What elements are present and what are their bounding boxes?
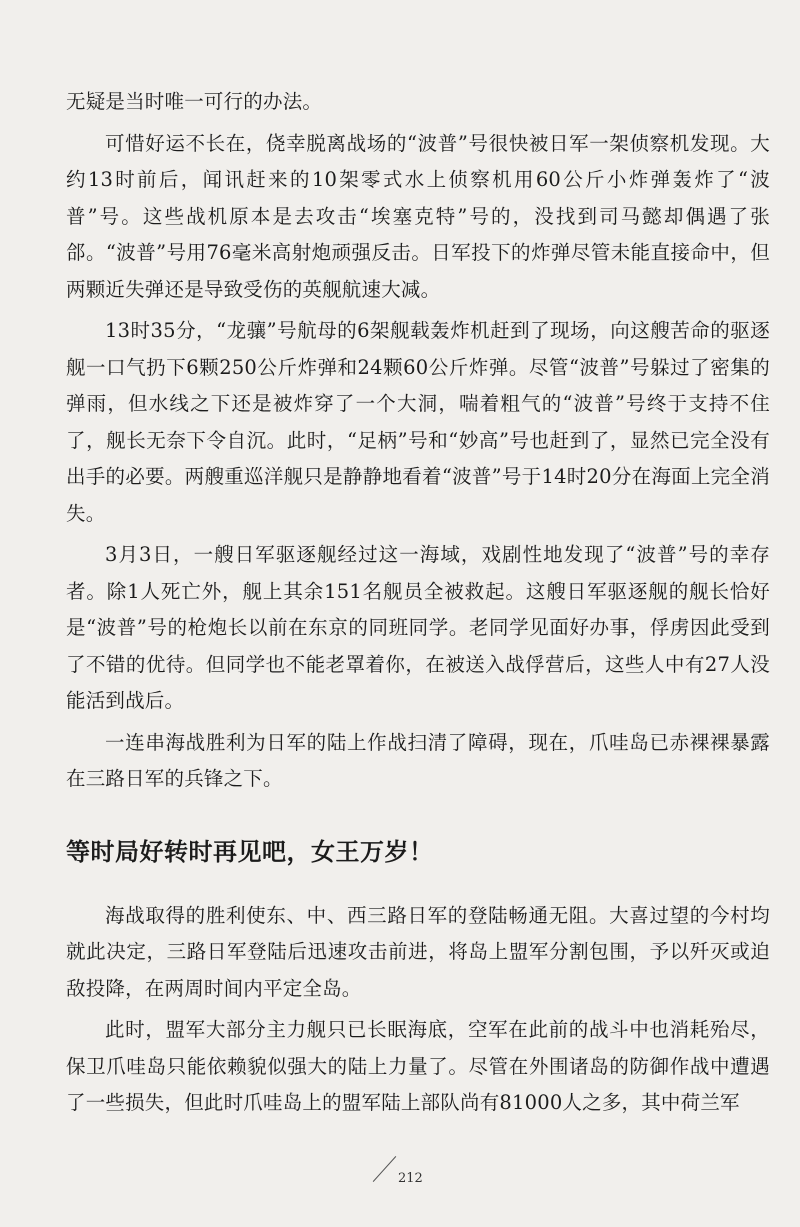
page-footer: [370, 1150, 450, 1190]
page-number: 212: [398, 1171, 423, 1186]
paragraph-4: 3月3日，一艘日军驱逐舰经过这一海域，戏剧性地发现了“波普”号的幸存者。除1人死亡外，舰上其余151名舰员全被救起。这艘日军驱逐舰的舰长恰好是“波普”号的枪炮长以前在东京的同班同学。老同学见面好办事，俘虏因此受到了不错的优待。但同学也不能老罩着你，在被送入战俘营后，这些人中有27人没能活到战后。: [66, 543, 770, 712]
paragraph-6: 海战取得的胜利使东、中、西三路日军的登陆畅通无阻。大喜过望的今村均就此决定，三路日军登陆后迅速攻击前进，将岛上盟军分割包围，予以歼灭或迫敌投降，在两周时间内平定全岛。: [66, 903, 770, 1000]
book-page: [66, 84, 770, 1122]
paragraph-3: 13时35分，“龙骧”号航母的6架舰载轰炸机赶到了现场，向这艘苦命的驱逐舰一口气扔下6颗250公斤炸弹和24颗60公斤炸弹。尽管“波普”号躲过了密集的弹雨，但水线之下还是被炸穿了一个大洞，喘着粗气的“波普”号终于支持不住了，舰长无奈下令自沉。此时，“足柄”号和“妙高”号也赶到了，显然已完全没有出手的必要。两艘重巡洋舰只是静静地看着“波普”号于14时20分在海面上完全消失。: [66, 319, 770, 525]
paragraph-7: 此时，盟军大部分主力舰只已长眠海底，空军在此前的战斗中也消耗殆尽，保卫爪哇岛只能依赖貌似强大的陆上力量了。尽管在外围诸岛的防御作战中遭遇了一些损失，但此时爪哇岛上的盟军陆上部队尚有81000人之多，其中荷兰军: [66, 1018, 770, 1114]
paragraph-5: 一连串海战胜利为日军的陆上作战扫清了障碍，现在，爪哇岛已赤裸裸暴露在三路日军的兵锋之下。: [66, 730, 770, 790]
footer-slash-divider: [373, 1156, 396, 1182]
paragraph-2: 可惜好运不长在，侥幸脱离战场的“波普”号很快被日军一架侦察机发现。大约13时前后，闻讯赶来的10架零式水上侦察机用60公斤小炸弹轰炸了“波普”号。这些战机原本是去攻击“埃塞克特”号的，没找到司马懿却偶遇了张郃。“波普”号用76毫米高射炮顽强反击。日军投下的炸弹尽管未能直接命中，但两颗近失弹还是导致受伤的英舰航速大减。: [66, 131, 770, 301]
paragraph-1: 无疑是当时唯一可行的办法。: [66, 90, 323, 113]
section-heading: 等时局好转时再见吧，女王万岁！: [66, 837, 434, 866]
